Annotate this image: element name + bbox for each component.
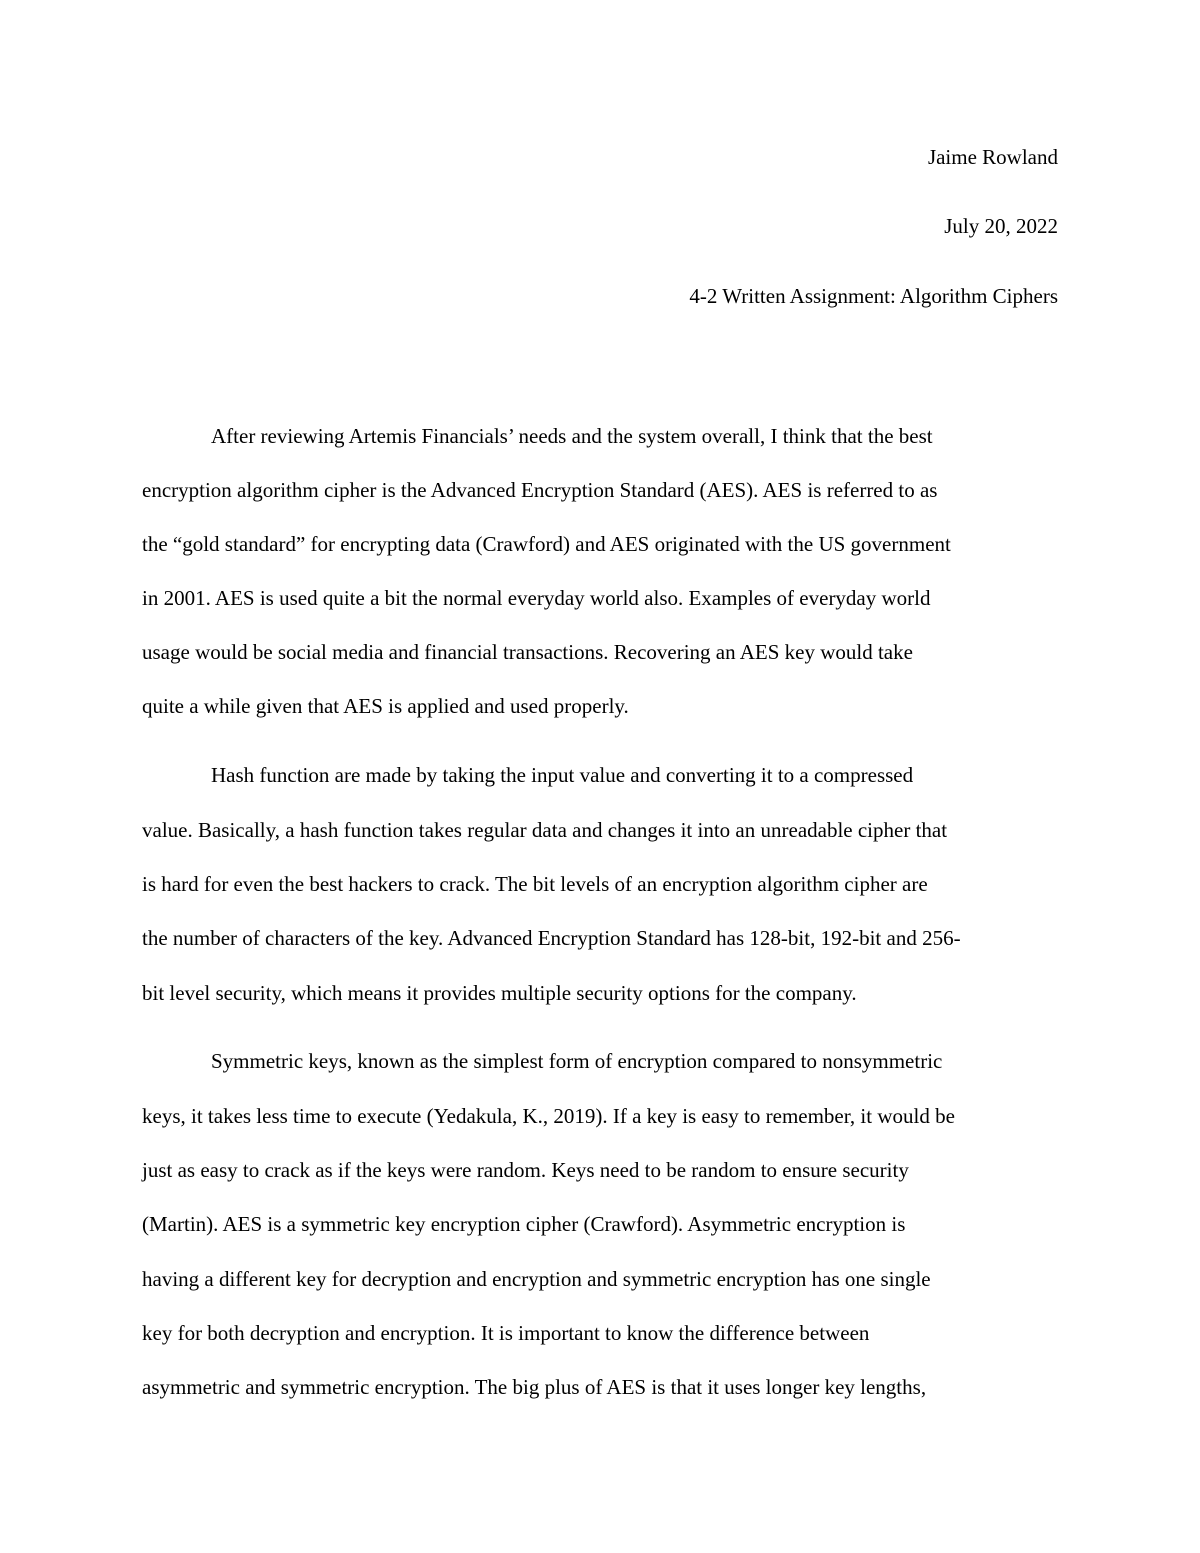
paragraph-line: just as easy to crack as if the keys were random. Keys need to be random to ensure security bbox=[142, 1158, 909, 1182]
paragraph-line: value. Basically, a hash function takes regular data and changes it into an unreadable cipher that bbox=[142, 818, 948, 842]
assignment-title: 4-2 Written Assignment: Algorithm Ciphers bbox=[689, 284, 1058, 308]
author-name: Jaime Rowland bbox=[927, 145, 1058, 169]
paragraph-line: quite a while given that AES is applied and used properly. bbox=[142, 694, 629, 718]
document-date: July 20, 2022 bbox=[944, 214, 1058, 238]
paragraph-line: asymmetric and symmetric encryption. The big plus of AES is that it uses longer key lengths, bbox=[142, 1375, 927, 1399]
paragraph-line: key for both decryption and encryption. It is important to know the difference between bbox=[142, 1321, 870, 1345]
paragraph-line: bit level security, which means it provides multiple security options for the company. bbox=[142, 981, 857, 1005]
paragraph-line: usage would be social media and financial transactions. Recovering an AES key would take bbox=[142, 640, 913, 664]
paragraph-line: keys, it takes less time to execute (Yedakula, K., 2019). If a key is easy to remember, it would be bbox=[142, 1104, 955, 1128]
paragraph-line: (Martin). AES is a symmetric key encryption cipher (Crawford). Asymmetric encryption is bbox=[142, 1212, 906, 1236]
paragraph-line: Hash function are made by taking the input value and converting it to a compressed bbox=[211, 763, 914, 787]
paragraph-line: encryption algorithm cipher is the Advanced Encryption Standard (AES). AES is referred to as bbox=[142, 478, 938, 502]
paragraph-line: having a different key for decryption and encryption and symmetric encryption has one single bbox=[142, 1267, 931, 1291]
paragraph-line: Symmetric keys, known as the simplest form of encryption compared to nonsymmetric bbox=[211, 1049, 943, 1073]
paragraph-line: the number of characters of the key. Advanced Encryption Standard has 128-bit, 192-bit and 256- bbox=[142, 926, 961, 950]
paragraph-line: After reviewing Artemis Financials’ needs and the system overall, I think that the best bbox=[211, 424, 933, 448]
paragraph-line: in 2001. AES is used quite a bit the normal everyday world also. Examples of everyday world bbox=[142, 586, 931, 610]
paragraph-line: the “gold standard” for encrypting data (Crawford) and AES originated with the US government bbox=[142, 532, 951, 556]
paragraph-line: is hard for even the best hackers to crack. The bit levels of an encryption algorithm cipher are bbox=[142, 872, 928, 896]
